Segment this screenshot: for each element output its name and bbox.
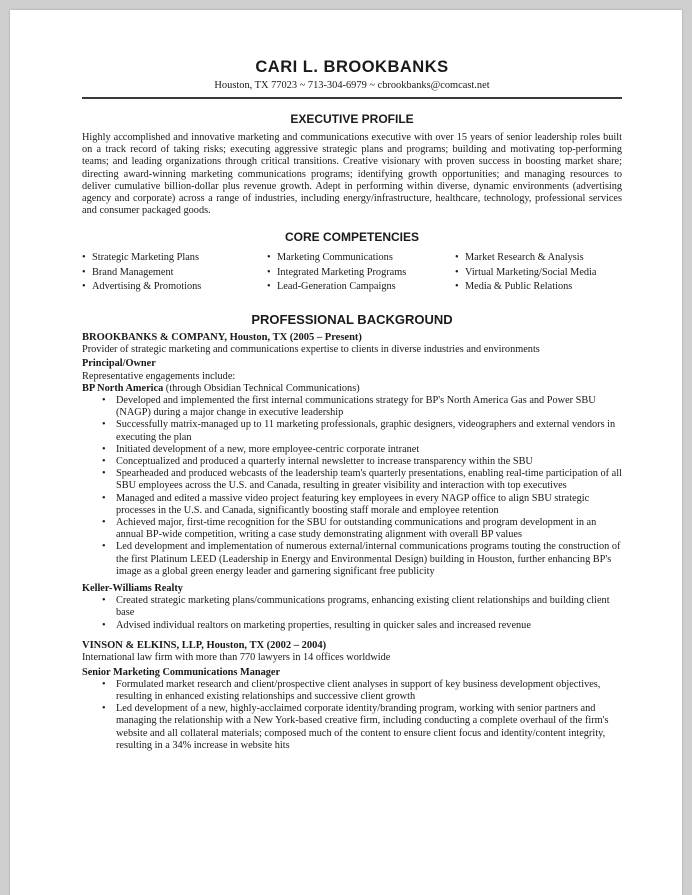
bullet-icon: • xyxy=(267,281,271,293)
job-title: Principal/Owner xyxy=(82,358,156,370)
list-item-text: Managed and edited a massive video project featuring key employees in every NAGP office to align SBU strategic processes in the U.S. and Canada, significantly boosting staff morale and employee retention xyxy=(116,492,590,516)
bullet-icon: • xyxy=(102,394,106,406)
bullet-icon: • xyxy=(102,443,106,455)
bullet-icon: • xyxy=(102,419,106,431)
list-item-text: Led development and implementation of numerous external/internal communications programs touting the construction of the first Platinum LEED (Leadership in Energy and Environmental Design) building in Houston, further enhancing BP's image as a global green energy leader and garnering significant free publicity xyxy=(116,541,621,577)
vinson-achievements-list xyxy=(82,679,622,752)
bullet-icon: • xyxy=(102,455,106,467)
list-item xyxy=(82,493,622,517)
list-item xyxy=(82,620,622,632)
company-description: International law firm with more than 770 lawyers in 14 offices worldwide xyxy=(82,652,391,664)
company-heading: VINSON & ELKINS, LLP, Houston, TX (2002 – 2004) xyxy=(82,639,327,651)
list-item-text: Initiated development of a new, more employee-centric corporate intranet xyxy=(116,443,420,455)
list-item xyxy=(82,679,622,703)
competency-item xyxy=(82,280,267,294)
professional-background-heading: PROFESSIONAL BACKGROUND xyxy=(251,311,453,327)
list-item-text: Formulated market research and client/prospective client analyses in support of key business development objectives, resulting in enhanced existing relationships and successive client growth xyxy=(116,678,601,702)
candidate-name: CARI L. BROOKBANKS xyxy=(255,58,449,76)
core-competencies-heading: CORE COMPETENCIES xyxy=(284,230,419,245)
resume-content xyxy=(82,58,622,752)
bullet-icon: • xyxy=(102,595,106,607)
keller-achievements-list xyxy=(82,595,622,632)
bp-achievements-list xyxy=(82,395,622,578)
list-item xyxy=(82,456,622,468)
list-item-text: Created strategic marketing plans/communications programs, enhancing existing client relationships and building client base xyxy=(116,595,610,619)
competency-label: Advertising & Promotions xyxy=(92,281,202,293)
competency-item xyxy=(82,266,267,280)
contact-line: Houston, TX 77023 ~ 713-304-6979 ~ cbrookbanks@comcast.net xyxy=(214,80,490,91)
bullet-icon: • xyxy=(102,619,106,631)
list-item xyxy=(82,468,622,492)
competency-label: Integrated Marketing Programs xyxy=(277,266,407,278)
client-heading xyxy=(82,383,622,395)
list-item-text: Advised individual realtors on marketing properties, resulting in quicker sales and increased revenue xyxy=(116,619,531,631)
executive-profile-heading: EXECUTIVE PROFILE xyxy=(290,112,414,126)
list-item xyxy=(82,395,622,419)
list-item xyxy=(82,419,622,443)
bullet-icon: • xyxy=(267,266,271,278)
header-divider xyxy=(82,97,622,99)
list-item xyxy=(82,444,622,456)
competency-item xyxy=(455,266,622,280)
list-item-text: Led development of a new, highly-acclaimed corporate identity/branding program, working with senior partners and managing the relationship with a New York-based creative firm, including conducting a complete overhaul of the firm's website and all collateral materials; composed much of the content to ensure client focus and identity/content integrity, resulting in a 34% increase in website hits xyxy=(116,703,609,751)
competency-label: Market Research & Analysis xyxy=(465,252,584,264)
competency-label: Strategic Marketing Plans xyxy=(92,252,199,264)
bullet-icon: • xyxy=(82,266,86,278)
bullet-icon: • xyxy=(102,516,106,528)
bullet-icon: • xyxy=(267,252,271,264)
competencies-grid xyxy=(82,251,622,294)
bullet-icon: • xyxy=(455,252,459,264)
resume-page xyxy=(10,10,682,895)
bullet-icon: • xyxy=(102,703,106,715)
list-item xyxy=(82,703,622,752)
list-item xyxy=(82,541,622,578)
competency-item xyxy=(455,280,622,294)
competency-label: Marketing Communications xyxy=(277,252,393,264)
list-item-text: Developed and implemented the first internal communications strategy for BP's North America Gas and Power SBU (NAGP) during a major change in executive leadership xyxy=(116,394,596,419)
list-item-text: Achieved major, first-time recognition for the SBU for outstanding communications and program development in an annual BP-wide competition, writing a case study demonstrating alignment with overall BP values xyxy=(116,516,597,541)
bullet-icon: • xyxy=(102,678,106,690)
competency-item xyxy=(82,251,267,265)
competency-item xyxy=(455,251,622,265)
client-note: (through Obsidian Technical Communications) xyxy=(165,382,360,394)
competency-item xyxy=(267,280,455,294)
bullet-icon: • xyxy=(102,468,106,480)
list-item-text: Successfully matrix-managed up to 11 marketing professionals, graphic designers, videographers and external vendors in executing the plan xyxy=(116,419,616,443)
bullet-icon: • xyxy=(102,492,106,504)
competency-label: Lead-Generation Campaigns xyxy=(277,281,396,293)
competency-item xyxy=(267,251,455,265)
engagements-intro: Representative engagements include: xyxy=(82,370,236,382)
list-item xyxy=(82,595,622,619)
list-item-text: Conceptualized and produced a quarterly internal newsletter to increase transparency within the SBU xyxy=(116,455,533,467)
competency-item xyxy=(267,266,455,280)
company-heading: BROOKBANKS & COMPANY, Houston, TX (2005 – Present) xyxy=(82,331,362,343)
competency-label: Virtual Marketing/Social Media xyxy=(465,266,597,278)
bullet-icon: • xyxy=(102,541,106,553)
bullet-icon: • xyxy=(82,252,86,264)
client-name: BP North America xyxy=(82,382,164,394)
executive-profile-text: Highly accomplished and innovative marketing and communications executive with over 15 years of senior leadership roles built on a track record of taking risks; executing aggressive strategic plans and programs; building and motivating top-performing teams; and leading organizations through critical transitions. Creative visionary with proven success in boosting market share; directing award-winning marketing communications programs; identifying growth opportunities; and managing resources to deliver cumulative billion-dollar plus revenue growth. Adept in performing within diverse, dynamic environments (advertising agency and corporate) across a range of industries, including energy/infrastructure, healthcare, technology, professional services and consumer packaged goods. xyxy=(82,132,622,217)
bullet-icon: • xyxy=(455,266,459,278)
competency-label: Brand Management xyxy=(92,266,174,278)
competency-label: Media & Public Relations xyxy=(465,281,573,293)
company-description: Provider of strategic marketing and communications expertise to clients in diverse industries and environments xyxy=(82,344,540,356)
list-item xyxy=(82,517,622,541)
bullet-icon: • xyxy=(82,281,86,293)
bullet-icon: • xyxy=(455,281,459,293)
client-name: Keller-Williams Realty xyxy=(82,583,183,594)
job-title: Senior Marketing Communications Manager xyxy=(82,666,281,678)
list-item-text: Spearheaded and produced webcasts of the leadership team's quarterly presentations, enabling real-time participation of all SBU employees across the U.S. and Canada, resulting in greater visibility and interaction with top executives xyxy=(116,468,622,492)
